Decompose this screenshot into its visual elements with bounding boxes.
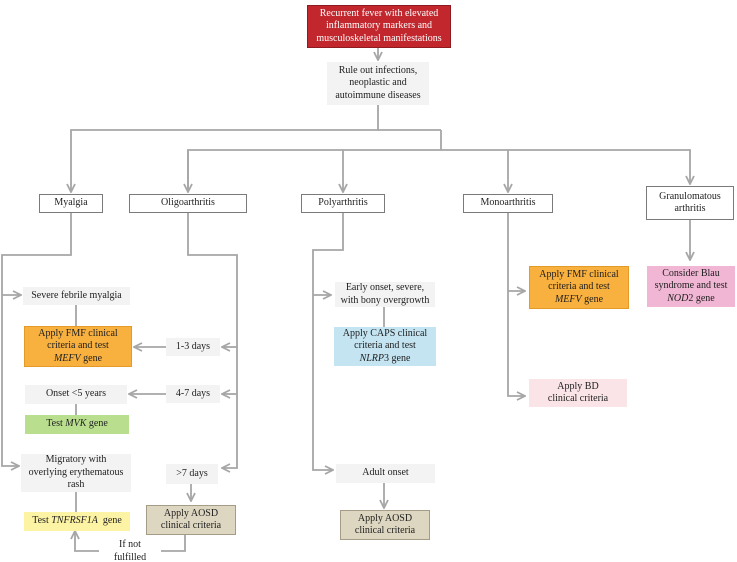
arrow-to-bd — [508, 213, 525, 396]
early-onset-node: Early onset, severe, with bony overgrowth — [335, 282, 435, 307]
myalgia-node: Myalgia — [39, 194, 103, 213]
granulomatous-arthritis-node: Granulomatous arthritis — [646, 186, 734, 220]
fmf-criteria-node-left: Apply FMF clinical criteria and test MEFV gene — [24, 326, 132, 367]
days-over-7-node: >7 days — [166, 464, 218, 484]
adult-onset-node: Adult onset — [336, 464, 435, 483]
migratory-rash-node: Migratory with overlying erythematous rash — [21, 454, 131, 492]
severe-febrile-myalgia-node: Severe febrile myalgia — [23, 287, 130, 305]
arrow-to-granulomatous — [188, 150, 690, 192]
aosd-criteria-node-left: Apply AOSD clinical criteria — [146, 505, 236, 535]
rule-out-node: Rule out infections, neoplastic and autoimmune diseases — [327, 62, 429, 105]
oligoarthritis-node: Oligoarthritis — [129, 194, 247, 213]
polyarthritis-node: Polyarthritis — [301, 194, 385, 213]
if-not-fulfilled-label: If not fulfilled — [99, 544, 161, 559]
arrow-to-myalgia — [71, 105, 378, 192]
onset-under-5-years-node: Onset <5 years — [25, 385, 127, 404]
root-node: Recurrent fever with elevated inflammatory markers and musculoskeletal manifestations — [307, 5, 451, 48]
fmf-criteria-node-right: Apply FMF clinical criteria and test MEFV gene — [529, 266, 629, 309]
days-1-3-node: 1-3 days — [166, 338, 220, 356]
arrow-if-not-to-tnfrsf1a — [75, 531, 99, 551]
test-mvk-node: Test MVK gene — [25, 415, 129, 434]
line-aosd-to-if-not — [161, 535, 185, 551]
blau-syndrome-node: Consider Blau syndrome and test NOD2 gene — [647, 266, 735, 307]
bd-criteria-node: Apply BD clinical criteria — [529, 379, 627, 407]
monoarthritis-node: Monoarthritis — [463, 194, 553, 213]
caps-criteria-node: Apply CAPS clinical criteria and test NLRP3 gene — [334, 327, 436, 366]
days-4-7-node: 4-7 days — [166, 385, 220, 403]
test-tnfrsf1a-node: Test TNFRSF1A gene — [24, 512, 130, 531]
aosd-criteria-node-middle: Apply AOSD clinical criteria — [340, 510, 430, 540]
